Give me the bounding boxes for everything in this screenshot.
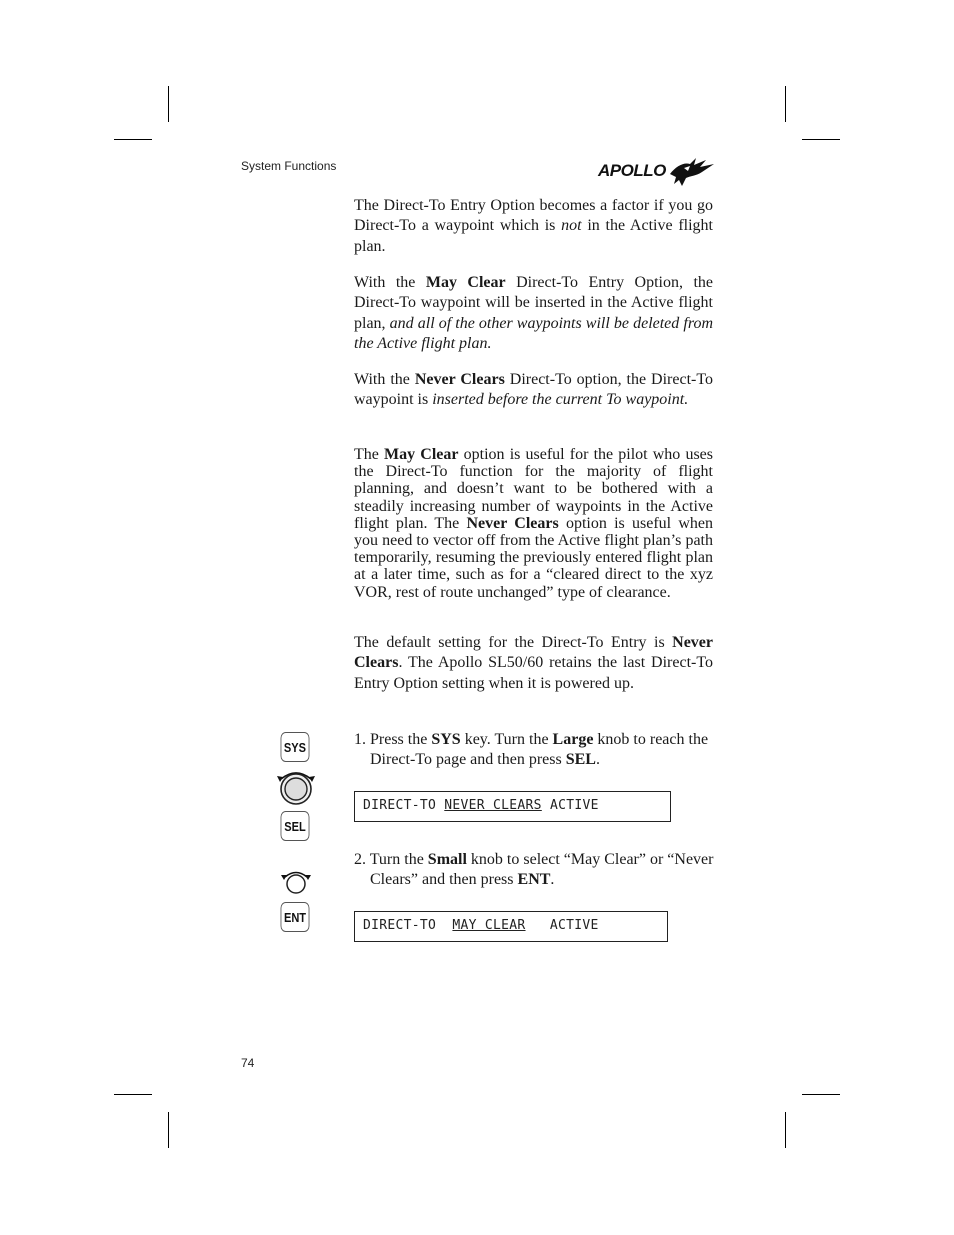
text-run-bold: May Clear bbox=[384, 446, 459, 463]
text-run: 1. Press the bbox=[354, 731, 432, 748]
text-run: The bbox=[354, 446, 385, 463]
ent-key: ENT bbox=[281, 902, 310, 932]
text-run: option is useful when you need to vector off from the Active flight plan’s path temporarily, resuming the previously entered flight plan at a later time, such as for a “cleared direct to the xyz VOR, rest of route unchanged” type of clearance. bbox=[354, 514, 713, 601]
text-run: Direct-To option, the Direct-To waypoint is bbox=[354, 371, 714, 409]
crop-mark bbox=[785, 86, 786, 122]
paragraph-option-usage bbox=[354, 446, 713, 601]
text-run: . The Apollo SL50/60 retains the last Direct-To Entry Option setting when it is powered up. bbox=[354, 654, 713, 692]
text-run: . bbox=[550, 871, 555, 889]
paragraph-never-clears bbox=[354, 370, 713, 411]
logo-text: APOLLO bbox=[598, 161, 666, 180]
crop-mark bbox=[785, 1112, 786, 1148]
text-run-bold: Never Clears bbox=[414, 371, 505, 388]
text-run-bold: Small bbox=[427, 851, 467, 868]
apollo-logo bbox=[598, 154, 718, 190]
text-run-italic: and all of the other waypoints will be deleted from the Active flight plan. bbox=[354, 314, 714, 353]
text-run: Direct-To Entry Option, the Direct-To waypoint will be inserted in the Active flight plan, bbox=[354, 274, 713, 332]
sel-key: SEL bbox=[281, 811, 310, 841]
text-run: key. Turn the bbox=[460, 731, 553, 748]
crop-mark bbox=[168, 1112, 169, 1148]
lcd-text: ACTIVE bbox=[541, 798, 599, 813]
small-knob-icon bbox=[280, 868, 312, 896]
paragraph-default-setting bbox=[354, 633, 713, 694]
text-run-bold: SYS bbox=[431, 731, 461, 748]
sys-key: SYS bbox=[281, 732, 310, 762]
text-run-bold: Large bbox=[552, 731, 594, 748]
text-run-bold: ENT bbox=[517, 871, 551, 889]
text-run-bold: SEL bbox=[565, 751, 596, 769]
text-run: The Direct-To Entry Option becomes a factor if you go Direct-To a waypoint which is bbox=[354, 197, 713, 235]
crop-mark bbox=[802, 139, 840, 140]
text-run-bold: Never Clears bbox=[466, 514, 559, 532]
paragraph-entry-option bbox=[354, 196, 713, 257]
lcd-text: DIRECT-TO bbox=[363, 918, 453, 933]
lcd-selected-option: MAY CLEAR bbox=[452, 918, 526, 933]
text-run: With the bbox=[354, 274, 426, 291]
text-run: option is useful for the pilot who uses the Direct-To function for the majority of flight planning, and doesn’t want to be bothered with a steadily increasing number of waypoints in the Active flight plan. The bbox=[354, 446, 714, 532]
text-run-bold: May Clear bbox=[425, 274, 506, 291]
text-run: . bbox=[595, 751, 600, 769]
text-run: With the bbox=[354, 371, 415, 388]
crop-mark bbox=[802, 1094, 840, 1095]
text-run: 2. Turn the bbox=[354, 851, 428, 868]
text-run: knob to select “May Clear” or “Never Clears” and then press bbox=[370, 851, 714, 889]
text-run: The default setting for the Direct-To Entry is bbox=[354, 634, 673, 651]
lcd-display-may-clear bbox=[354, 911, 668, 942]
text-run: knob to reach the Direct-To page and then press bbox=[370, 731, 709, 769]
crop-mark bbox=[114, 139, 152, 140]
text-run-italic: not bbox=[561, 217, 582, 235]
text-run-italic: inserted before the current To waypoint. bbox=[432, 391, 689, 409]
page-number: 74 bbox=[241, 1056, 255, 1070]
crop-mark bbox=[114, 1094, 152, 1095]
text-run-bold: Never Clears bbox=[354, 634, 713, 672]
paragraph-may-clear bbox=[354, 273, 713, 355]
lcd-text: DIRECT-TO bbox=[363, 798, 445, 813]
lcd-display-never-clears bbox=[354, 791, 671, 822]
text-run: in the Active flight plan. bbox=[354, 217, 713, 255]
step-1 bbox=[354, 730, 730, 771]
section-label: System Functions bbox=[241, 159, 337, 173]
step-2 bbox=[354, 850, 730, 891]
pegasus-icon bbox=[666, 154, 716, 190]
lcd-text: ACTIVE bbox=[525, 918, 599, 933]
large-knob-icon bbox=[275, 767, 317, 807]
crop-mark bbox=[168, 86, 169, 122]
lcd-selected-option: NEVER CLEARS bbox=[444, 798, 542, 813]
